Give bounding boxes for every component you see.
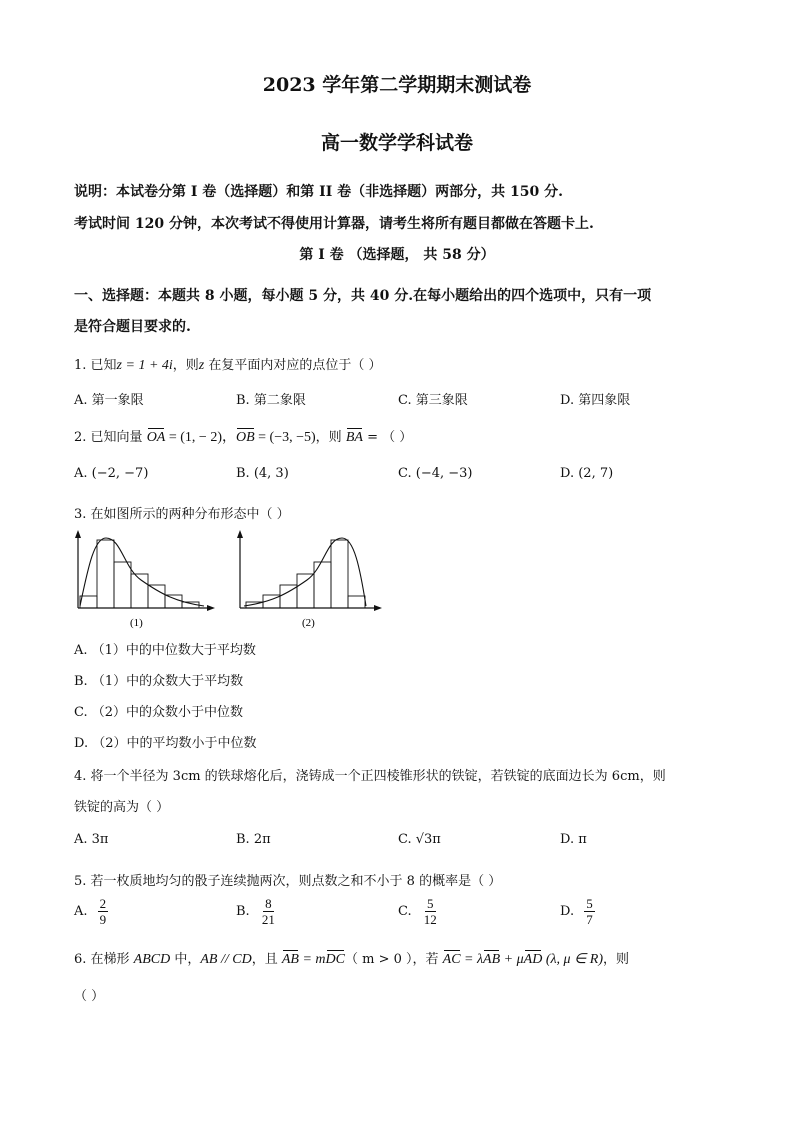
section-title: 第 I 卷 （选择题， 共 58 分） [299, 247, 495, 263]
q5-option-a-fraction: $\frac{2}{9}$ [99, 896, 107, 927]
q5-option-c[interactable] [398, 896, 439, 927]
distribution-figures [66, 528, 386, 634]
q5-option-a-label: A. [74, 904, 88, 919]
question-5-stem: 5. 若一枚质地均匀的骰子连续抛两次，则点数之和不小于 8 的概率是（ ） [74, 874, 502, 889]
q6-vector-ab: AB [281, 952, 299, 967]
question-4-line-2: 铁锭的高为（ ） [74, 800, 170, 815]
vector-ob-value: = (−3, −5) [254, 430, 316, 445]
q4-option-c[interactable]: C. √3π [398, 832, 441, 847]
vector-ba: BA [345, 430, 363, 445]
q2-suffix: = （ ） [362, 430, 413, 445]
q6-text-2: 中， [170, 952, 201, 967]
q1-prefix: 1. 已知 [74, 358, 117, 373]
q5-option-c-fraction: $\frac{5}{12}$ [423, 896, 437, 927]
q3-option-c[interactable]: C. （2）中的众数小于中位数 [74, 705, 244, 720]
figure-1-label: (1) [130, 617, 143, 629]
q1-mid: ，则 [172, 358, 199, 373]
q6-trapezoid: ABCD [133, 952, 171, 967]
q6-tail: ，则 [602, 952, 629, 967]
vector-oa: OA [146, 430, 166, 445]
q6-vector-ab-2: AB [483, 952, 501, 967]
question-1-stem [74, 354, 382, 374]
q6-eq-m: = m [298, 952, 326, 967]
q2-prefix: 2. 已知向量 [74, 430, 143, 445]
q2-option-b[interactable]: B. (4, 3) [236, 466, 289, 481]
q3-option-b[interactable]: B. （1）中的众数大于平均数 [74, 674, 244, 689]
question-3-stem: 3. 在如图所示的两种分布形态中（ ） [74, 507, 290, 522]
q6-range: (λ, μ ∈ R) [542, 952, 603, 967]
q6-vector-dc: DC [325, 952, 345, 967]
instruction-line-2: 考试时间 120 分钟，本次考试不得使用计算器，请考生将所有题目都做在答题卡上. [74, 216, 594, 232]
q6-text-1: 6. 在梯形 [74, 952, 134, 967]
q2-option-a[interactable]: A. (−2, −7) [74, 466, 149, 481]
question-6-line-2: （ ） [74, 989, 105, 1004]
q6-parallel: AB // CD [200, 952, 252, 967]
q4-option-b[interactable]: B. 2π [236, 832, 271, 847]
q1-option-c[interactable]: C. 第三象限 [398, 393, 468, 408]
figure-2-label: (2) [302, 617, 315, 629]
q6-plus-mu: + μ [500, 952, 524, 967]
q1-option-b[interactable]: B. 第二象限 [236, 393, 306, 408]
instruction-line-1: 说明：本试卷分第 I 卷（选择题）和第 II 卷（非选择题）两部分，共 150 分. [74, 184, 563, 200]
q6-vector-ac: AC [442, 952, 461, 967]
q5-option-b-fraction: $\frac{8}{21}$ [261, 896, 275, 927]
part-heading-line-2: 是符合题目要求的. [74, 319, 191, 335]
q6-eq-lambda: = λ [460, 952, 484, 967]
q2-mid: ，则 [315, 430, 342, 445]
q2-option-d[interactable]: D. (2, 7) [560, 466, 614, 481]
figure-1-right-skewed [75, 530, 215, 629]
q6-vector-ad: AD [523, 952, 543, 967]
q3-option-d[interactable]: D. （2）中的平均数小于中位数 [74, 736, 257, 751]
q3-option-a[interactable]: A. （1）中的中位数大于平均数 [74, 643, 256, 658]
q6-text-3: ，且 [251, 952, 282, 967]
q4-option-a[interactable]: A. 3π [74, 832, 109, 847]
vector-ob: OB [235, 430, 255, 445]
question-6-stem [74, 948, 629, 968]
q5-option-a[interactable] [74, 896, 108, 927]
q5-option-b[interactable] [236, 896, 277, 927]
q4-option-d[interactable]: D. π [560, 832, 587, 847]
exam-title: 2023 学年第二学期期末测试卷 [262, 74, 532, 96]
q1-option-d[interactable]: D. 第四象限 [560, 393, 631, 408]
q1-variable: z [198, 358, 205, 373]
question-2-stem [74, 426, 412, 446]
q5-option-b-label: B. [236, 904, 250, 919]
exam-subtitle: 高一数学学科试卷 [320, 132, 473, 154]
part-heading-line-1: 一、选择题：本题共 8 小题，每小题 5 分，共 40 分.在每小题给出的四个选项中，只有一项 [74, 288, 652, 304]
q1-expression: z = 1 + 4i [116, 358, 173, 373]
question-4-line-1: 4. 将一个半径为 3cm 的铁球熔化后，浇铸成一个正四棱锥形状的铁锭，若铁锭的底面边长为 6cm，则 [74, 769, 666, 784]
q5-option-c-label: C. [398, 904, 412, 919]
q5-option-d-label: D. [560, 904, 575, 919]
q5-option-d[interactable] [560, 896, 595, 927]
figure-2-left-skewed [237, 530, 382, 629]
vector-oa-value: = (1, − 2)， [165, 430, 236, 445]
q1-suffix: 在复平面内对应的点位于（ ） [204, 358, 382, 373]
q6-condition: （ m > 0 ），若 [344, 952, 443, 967]
q2-option-c[interactable]: C. (−4, −3) [398, 466, 473, 481]
q5-option-d-fraction: $\frac{5}{7}$ [586, 896, 593, 927]
q1-option-a[interactable]: A. 第一象限 [74, 393, 144, 408]
